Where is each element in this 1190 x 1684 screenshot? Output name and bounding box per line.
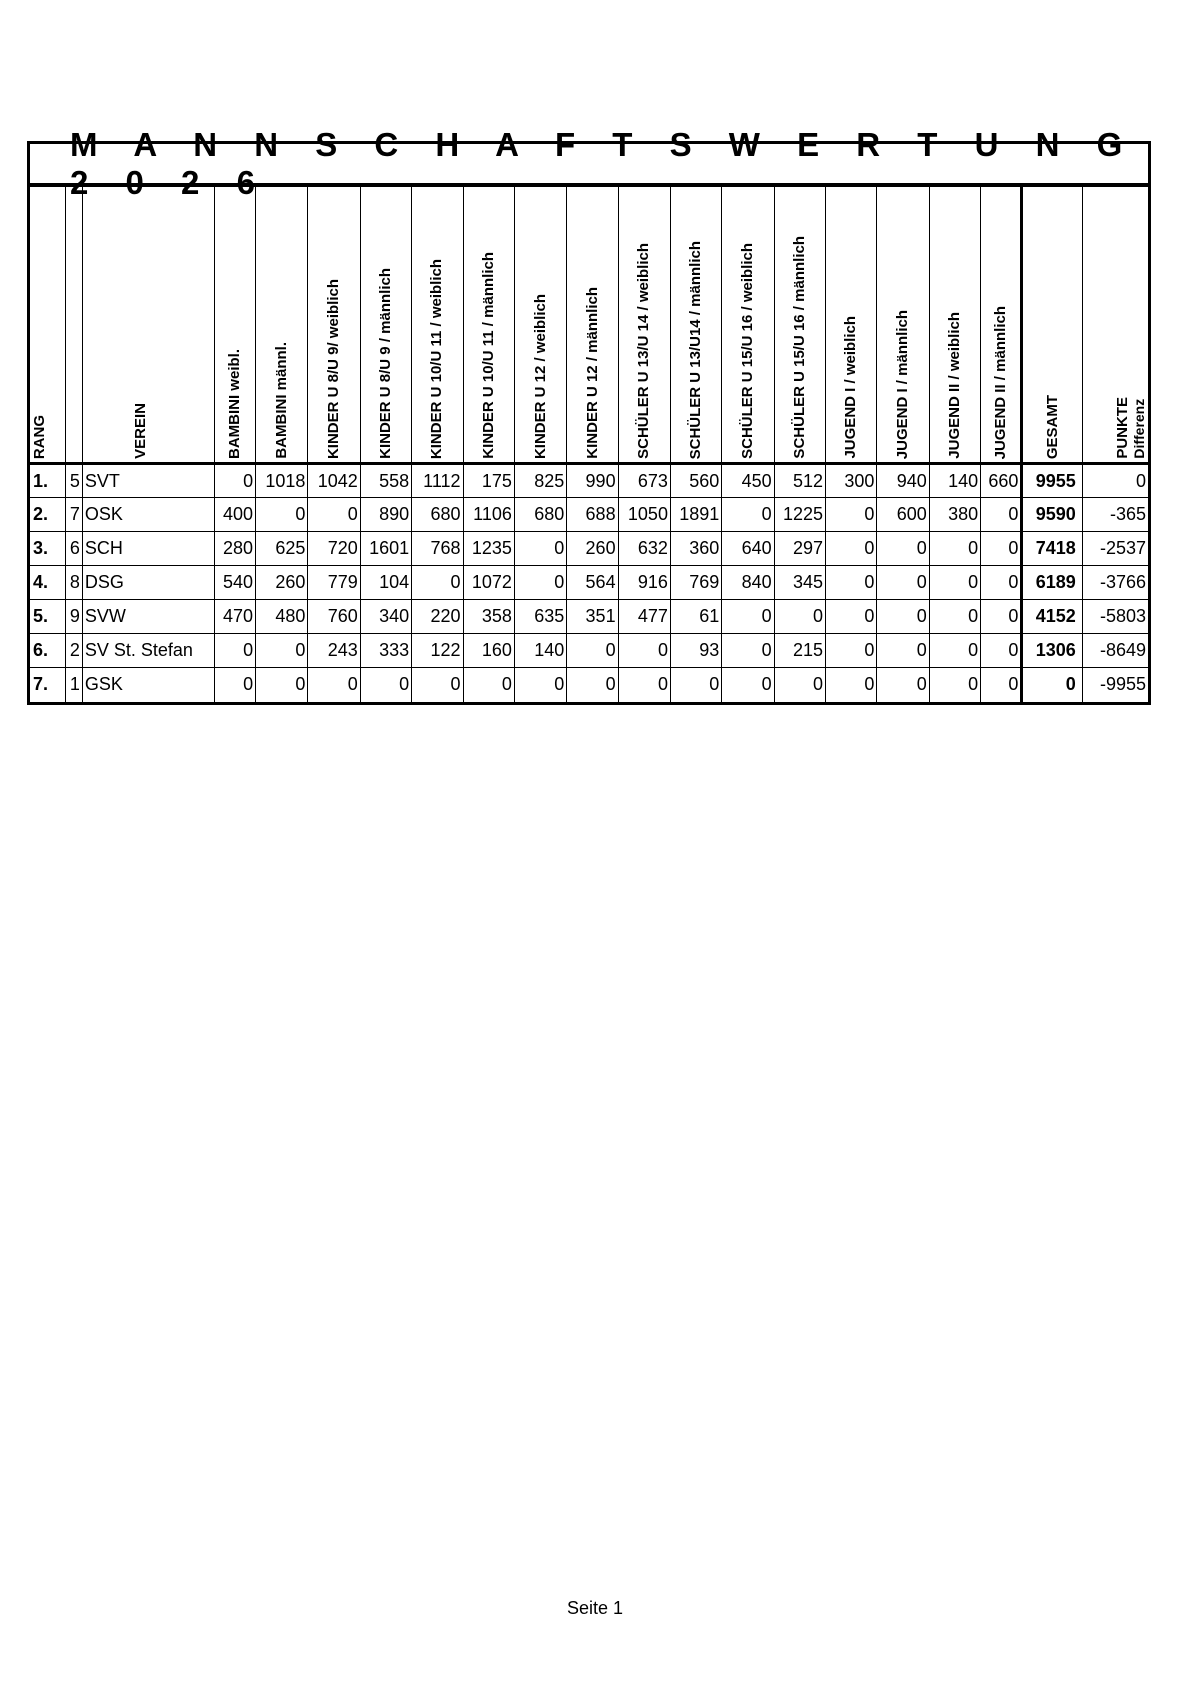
score-cell: 0 xyxy=(514,668,566,702)
header-category: SCHÜLER U 15/U 16 / männlich xyxy=(774,187,825,464)
score-cell: 140 xyxy=(514,634,566,668)
score-cell: 345 xyxy=(774,566,825,600)
score-cell: 0 xyxy=(877,668,929,702)
score-cell: 1601 xyxy=(360,532,411,566)
club-cell: DSG xyxy=(82,566,214,600)
score-cell: 61 xyxy=(670,600,721,634)
score-cell: 0 xyxy=(567,668,618,702)
difference-cell: -365 xyxy=(1082,498,1148,532)
header-category: JUGEND I / männlich xyxy=(877,187,929,464)
rank-cell: 3. xyxy=(30,532,65,566)
rank-cell: 7. xyxy=(30,668,65,702)
score-cell: 0 xyxy=(981,532,1022,566)
score-cell: 300 xyxy=(826,464,877,498)
table-row xyxy=(30,634,1148,668)
score-cell: 0 xyxy=(412,668,463,702)
club-cell: GSK xyxy=(82,668,214,702)
header-rank: RANG xyxy=(30,187,65,464)
score-cell: 0 xyxy=(412,566,463,600)
score-cell: 600 xyxy=(877,498,929,532)
score-cell: 0 xyxy=(256,498,308,532)
difference-cell: -9955 xyxy=(1082,668,1148,702)
score-cell: 0 xyxy=(929,532,980,566)
rank-cell: 1. xyxy=(30,464,65,498)
score-cell: 0 xyxy=(722,668,774,702)
total-cell: 9955 xyxy=(1022,464,1082,498)
table-row xyxy=(30,464,1148,498)
header-category: KINDER U 12 / weiblich xyxy=(514,187,566,464)
score-cell: 632 xyxy=(618,532,670,566)
club-cell: SVT xyxy=(82,464,214,498)
total-cell: 4152 xyxy=(1022,600,1082,634)
score-cell: 0 xyxy=(981,600,1022,634)
score-cell: 680 xyxy=(514,498,566,532)
score-cell: 1225 xyxy=(774,498,825,532)
score-cell: 340 xyxy=(360,600,411,634)
score-cell: 769 xyxy=(670,566,721,600)
number-cell: 2 xyxy=(65,634,82,668)
header-number xyxy=(65,187,82,464)
score-cell: 558 xyxy=(360,464,411,498)
club-cell: OSK xyxy=(82,498,214,532)
score-cell: 0 xyxy=(360,668,411,702)
difference-cell: 0 xyxy=(1082,464,1148,498)
score-cell: 0 xyxy=(618,634,670,668)
header-category: KINDER U 8/U 9/ weiblich xyxy=(308,187,360,464)
score-cell: 260 xyxy=(256,566,308,600)
score-cell: 0 xyxy=(981,498,1022,532)
header-total: GESAMT xyxy=(1022,187,1082,464)
score-cell: 0 xyxy=(214,634,255,668)
score-cell: 0 xyxy=(567,634,618,668)
score-cell: 560 xyxy=(670,464,721,498)
score-cell: 243 xyxy=(308,634,360,668)
score-cell: 0 xyxy=(929,634,980,668)
score-cell: 260 xyxy=(567,532,618,566)
score-cell: 160 xyxy=(463,634,514,668)
score-cell: 93 xyxy=(670,634,721,668)
number-cell: 1 xyxy=(65,668,82,702)
difference-cell: -8649 xyxy=(1082,634,1148,668)
table-body xyxy=(30,464,1148,702)
number-cell: 5 xyxy=(65,464,82,498)
header-category: JUGEND II / männlich xyxy=(981,187,1022,464)
header-points-difference: PUNKTE Differenz xyxy=(1082,187,1148,464)
score-cell: 916 xyxy=(618,566,670,600)
score-cell: 825 xyxy=(514,464,566,498)
ranking-table xyxy=(30,186,1148,702)
score-cell: 0 xyxy=(463,668,514,702)
header-club: VEREIN xyxy=(82,187,214,464)
score-cell: 0 xyxy=(826,600,877,634)
score-cell: 779 xyxy=(308,566,360,600)
score-cell: 358 xyxy=(463,600,514,634)
score-cell: 688 xyxy=(567,498,618,532)
score-cell: 0 xyxy=(670,668,721,702)
score-cell: 1072 xyxy=(463,566,514,600)
header-category: JUGEND I / weiblich xyxy=(826,187,877,464)
header-category: SCHÜLER U 13/U14 / männlich xyxy=(670,187,721,464)
score-cell: 140 xyxy=(929,464,980,498)
score-cell: 0 xyxy=(256,634,308,668)
score-cell: 680 xyxy=(412,498,463,532)
score-cell: 1891 xyxy=(670,498,721,532)
score-cell: 890 xyxy=(360,498,411,532)
score-cell: 0 xyxy=(256,668,308,702)
total-cell: 1306 xyxy=(1022,634,1082,668)
score-cell: 0 xyxy=(981,668,1022,702)
number-cell: 6 xyxy=(65,532,82,566)
number-cell: 9 xyxy=(65,600,82,634)
club-cell: SCH xyxy=(82,532,214,566)
score-cell: 640 xyxy=(722,532,774,566)
table-row xyxy=(30,532,1148,566)
header-category: KINDER U 12 / männlich xyxy=(567,187,618,464)
score-cell: 0 xyxy=(877,600,929,634)
score-cell: 990 xyxy=(567,464,618,498)
team-ranking-sheet xyxy=(27,125,1151,705)
score-cell: 0 xyxy=(722,634,774,668)
score-cell: 0 xyxy=(774,668,825,702)
table-row xyxy=(30,668,1148,702)
score-cell: 351 xyxy=(567,600,618,634)
score-cell: 333 xyxy=(360,634,411,668)
score-cell: 0 xyxy=(877,634,929,668)
score-cell: 635 xyxy=(514,600,566,634)
score-cell: 564 xyxy=(567,566,618,600)
rank-cell: 6. xyxy=(30,634,65,668)
score-cell: 104 xyxy=(360,566,411,600)
score-cell: 0 xyxy=(981,566,1022,600)
score-cell: 0 xyxy=(618,668,670,702)
total-cell: 9590 xyxy=(1022,498,1082,532)
header-category: BAMBINI männl. xyxy=(256,187,308,464)
score-cell: 0 xyxy=(981,634,1022,668)
total-cell: 0 xyxy=(1022,668,1082,702)
rank-cell: 2. xyxy=(30,498,65,532)
score-cell: 768 xyxy=(412,532,463,566)
score-cell: 0 xyxy=(214,464,255,498)
score-cell: 380 xyxy=(929,498,980,532)
score-cell: 297 xyxy=(774,532,825,566)
score-cell: 0 xyxy=(722,498,774,532)
score-cell: 400 xyxy=(214,498,255,532)
header-category: KINDER U 8/U 9 / männlich xyxy=(360,187,411,464)
score-cell: 477 xyxy=(618,600,670,634)
score-cell: 480 xyxy=(256,600,308,634)
club-cell: SV St. Stefan xyxy=(82,634,214,668)
score-cell: 1235 xyxy=(463,532,514,566)
score-cell: 512 xyxy=(774,464,825,498)
score-cell: 0 xyxy=(929,600,980,634)
score-cell: 0 xyxy=(826,498,877,532)
total-cell: 7418 xyxy=(1022,532,1082,566)
score-cell: 0 xyxy=(214,668,255,702)
score-cell: 175 xyxy=(463,464,514,498)
score-cell: 940 xyxy=(877,464,929,498)
header-category: SCHÜLER U 15/U 16 / weiblich xyxy=(722,187,774,464)
score-cell: 122 xyxy=(412,634,463,668)
sheet-title: M A N N S C H A F T S W E R T U N G 2 0 2 6 xyxy=(30,144,1148,186)
score-cell: 760 xyxy=(308,600,360,634)
score-cell: 0 xyxy=(929,566,980,600)
header-category: SCHÜLER U 13/U 14 / weiblich xyxy=(618,187,670,464)
number-cell: 7 xyxy=(65,498,82,532)
score-cell: 360 xyxy=(670,532,721,566)
score-cell: 0 xyxy=(774,600,825,634)
score-cell: 1112 xyxy=(412,464,463,498)
score-cell: 1018 xyxy=(256,464,308,498)
header-category: JUGEND II / weiblich xyxy=(929,187,980,464)
table-row xyxy=(30,498,1148,532)
score-cell: 840 xyxy=(722,566,774,600)
score-cell: 450 xyxy=(722,464,774,498)
score-cell: 0 xyxy=(826,532,877,566)
score-cell: 0 xyxy=(877,566,929,600)
score-cell: 660 xyxy=(981,464,1022,498)
score-cell: 220 xyxy=(412,600,463,634)
score-cell: 625 xyxy=(256,532,308,566)
score-cell: 0 xyxy=(826,634,877,668)
score-cell: 0 xyxy=(826,668,877,702)
score-cell: 0 xyxy=(826,566,877,600)
header-row xyxy=(30,187,1148,464)
difference-cell: -5803 xyxy=(1082,600,1148,634)
table-row xyxy=(30,600,1148,634)
header-category: KINDER U 10/U 11 / männlich xyxy=(463,187,514,464)
score-cell: 0 xyxy=(514,532,566,566)
score-cell: 280 xyxy=(214,532,255,566)
score-cell: 1042 xyxy=(308,464,360,498)
rank-cell: 4. xyxy=(30,566,65,600)
page-footer: Seite 1 xyxy=(566,1598,624,1618)
score-cell: 1106 xyxy=(463,498,514,532)
score-cell: 0 xyxy=(308,668,360,702)
score-cell: 0 xyxy=(722,600,774,634)
score-cell: 720 xyxy=(308,532,360,566)
score-cell: 1050 xyxy=(618,498,670,532)
header-category: KINDER U 10/U 11 / weiblich xyxy=(412,187,463,464)
score-cell: 0 xyxy=(877,532,929,566)
score-cell: 0 xyxy=(514,566,566,600)
total-cell: 6189 xyxy=(1022,566,1082,600)
score-cell: 0 xyxy=(308,498,360,532)
rank-cell: 5. xyxy=(30,600,65,634)
table-row xyxy=(30,566,1148,600)
club-cell: SVW xyxy=(82,600,214,634)
score-cell: 470 xyxy=(214,600,255,634)
score-cell: 215 xyxy=(774,634,825,668)
number-cell: 8 xyxy=(65,566,82,600)
score-cell: 0 xyxy=(929,668,980,702)
score-cell: 673 xyxy=(618,464,670,498)
score-cell: 540 xyxy=(214,566,255,600)
header-category: BAMBINI weibl. xyxy=(214,187,255,464)
difference-cell: -3766 xyxy=(1082,566,1148,600)
difference-cell: -2537 xyxy=(1082,532,1148,566)
